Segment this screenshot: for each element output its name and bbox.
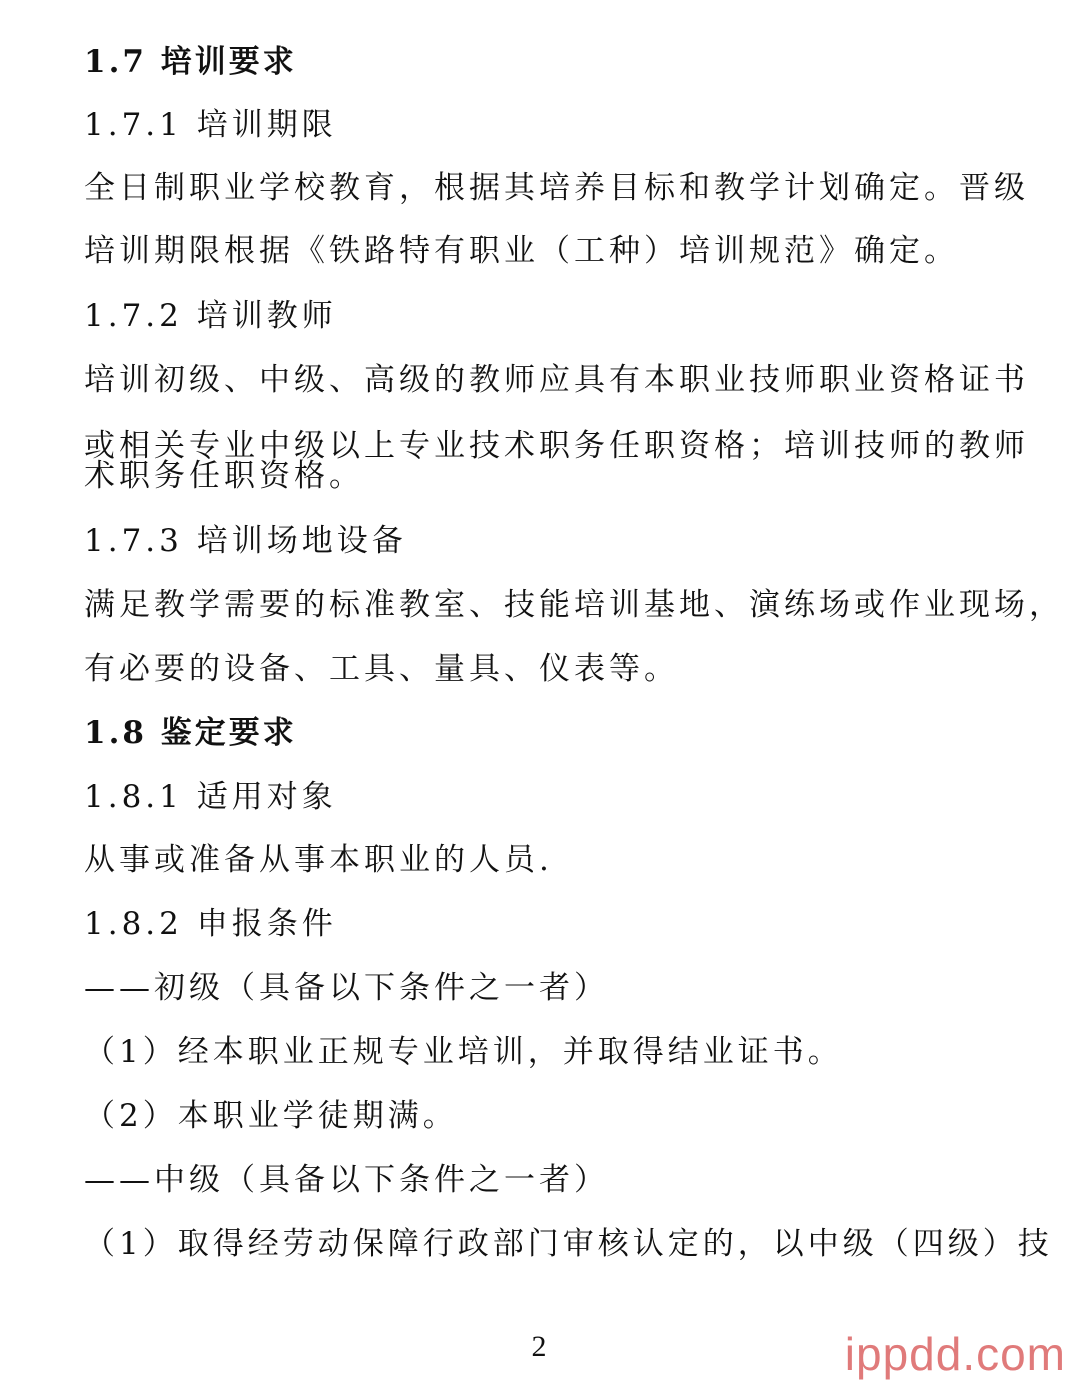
subsection-heading-1-7-2: 1.7.2 培训教师 xyxy=(84,298,337,334)
level-heading-zhongji: ——中级（具备以下条件之一者） xyxy=(84,1162,609,1198)
paragraph-line: 满足教学需要的标准教室、技能培训基地、演练场或作业现场， xyxy=(84,587,1064,623)
list-item: （1）经本职业正规专业培训，并取得结业证书。 xyxy=(84,1034,843,1070)
subsection-heading-1-8-2: 1.8.2 申报条件 xyxy=(84,906,337,942)
subsection-heading-1-8-1: 1.8.1 适用对象 xyxy=(84,779,337,815)
list-item: （2）本职业学徒期满。 xyxy=(84,1098,458,1134)
paragraph-line: 有必要的设备、工具、量具、仪表等。 xyxy=(84,651,679,687)
subsection-heading-1-7-1: 1.7.1 培训期限 xyxy=(84,107,337,143)
paragraph-line: 全日制职业学校教育，根据其培养目标和教学计划确定。晋级 xyxy=(84,170,1029,206)
level-heading-chuji: ——初级（具备以下条件之一者） xyxy=(84,970,609,1006)
paragraph-line: 从事或准备从事本职业的人员. xyxy=(84,842,553,878)
paragraph-line: 培训初级、中级、高级的教师应具有本职业技师职业资格证书 xyxy=(84,362,1029,398)
paragraph-line: 培训期限根据《铁路特有职业（工种）培训规范》确定。 xyxy=(84,233,959,269)
paragraph-line-cut-off: 或相关专业中级以上专业技术职务任职资格；培训技师的教师 xyxy=(84,428,1029,464)
paragraph-line: 术职务任职资格。 xyxy=(84,458,364,494)
subsection-heading-1-7-3: 1.7.3 培训场地设备 xyxy=(84,523,407,559)
section-heading-1-8: 1.8 鉴定要求 xyxy=(84,715,297,751)
list-item: （1）取得经劳动保障行政部门审核认定的，以中级（四级）技 xyxy=(84,1226,1053,1262)
section-heading-1-7: 1.7 培训要求 xyxy=(84,44,297,80)
watermark: ippdd.com xyxy=(844,1328,1066,1380)
page-number: 2 xyxy=(531,1330,547,1363)
